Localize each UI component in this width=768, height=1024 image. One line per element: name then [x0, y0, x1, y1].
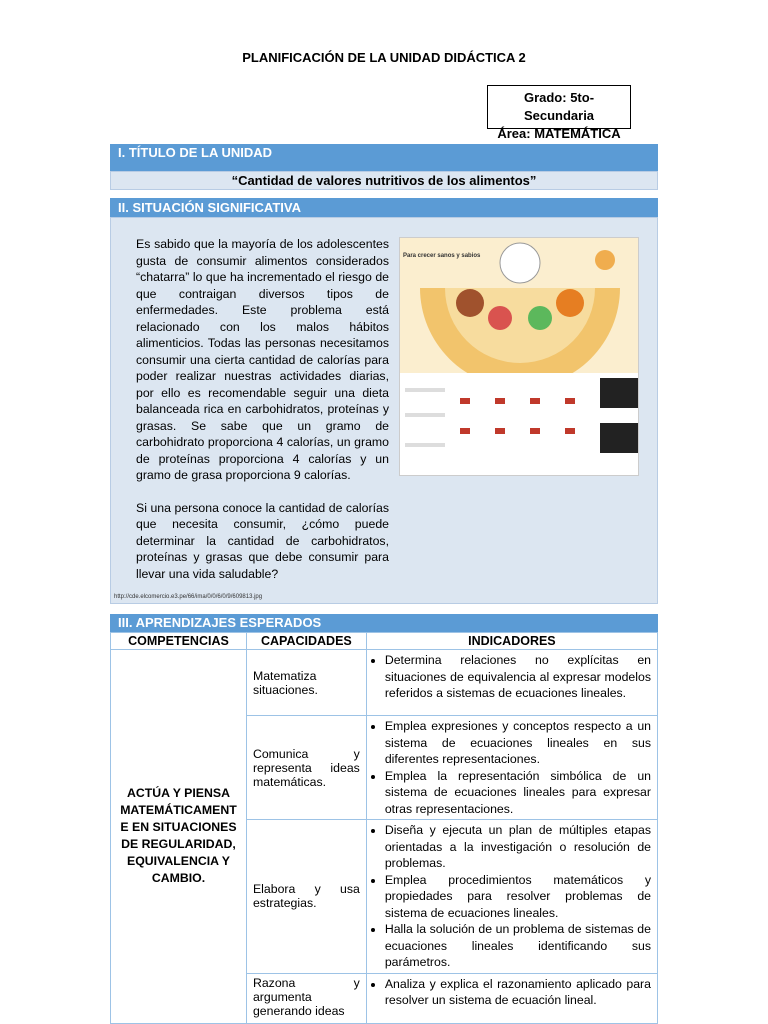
unit-title: “Cantidad de valores nutritivos de los alimentos” — [110, 171, 658, 190]
situation-paragraph-1: Es sabido que la mayoría de los adolescentes gusta de consumir alimentos considerados “chatarra” lo que ha incrementado el riesgo de que contraigan diversos tipos de enfermedades. Este problema está relacionado con los malos hábitos alimenticios. Todas las personas necesitamos consumir una cierta cantidad de calorías para poder realizar nuestras actividades diarias, por ello es recomendable seguir una dieta balanceada rica en carbohidratos, proteínas y grasas. Se sabe que un gramo de carbohidrato proporciona 4 calorías, un gramo de proteínas proporciona 4 calorías y un gramo de grasa proporciona 9 calorías. — [136, 237, 389, 482]
indicadores-cell — [366, 716, 657, 820]
indicator-item: • Emplea la representación simbólica de un sistema de ecuaciones lineales para expresar otras representaciones. — [385, 768, 651, 818]
table-row — [111, 650, 658, 716]
document-title: PLANIFICACIÓN DE LA UNIDAD DIDÁCTICA 2 — [242, 50, 526, 65]
sections-flow — [110, 198, 658, 1024]
situation-text — [136, 236, 389, 582]
section2-header: II. SITUACIÓN SIGNIFICATIVA — [110, 198, 658, 217]
learning-table — [110, 632, 658, 1024]
infographic-graphic — [400, 238, 639, 476]
indicadores-cell — [366, 650, 657, 716]
table-header-row — [111, 633, 658, 650]
capacidad-cell: Razona y argumenta generando ideas — [246, 973, 366, 1023]
column-header: INDICADORES — [366, 633, 657, 650]
indicator-item: • Halla la solución de un problema de sistemas de ecuaciones lineales identificando sus parámetros. — [385, 921, 651, 971]
section3-header: III. APRENDIZAJES ESPERADOS — [110, 614, 658, 632]
indicator-item: • Diseña y ejecuta un plan de múltiples etapas orientadas a la investigación o resolución de problemas. — [385, 822, 651, 872]
indicator-item: • Emplea procedimientos matemáticos y propiedades para resolver problemas de sistema de ecuaciones lineales. — [385, 872, 651, 922]
indicadores-cell — [366, 820, 657, 974]
situation-paragraph-2: Si una persona conoce la cantidad de calorías que necesita consumir, ¿cómo puede determinar la cantidad de carbohidratos, proteínas y grasas que debe consumir para llevar una vida saludable? — [136, 500, 389, 581]
capacidad-cell: Comunica y representa ideas matemáticas. — [246, 716, 366, 820]
image-source-link[interactable]: http://cde.elcomercio.e3.pe/66/ima/0/0/6/0/9/609813.jpg — [114, 594, 263, 600]
indicadores-cell — [366, 973, 657, 1023]
nutrition-infographic-image — [399, 237, 639, 476]
section-spacer — [110, 604, 658, 614]
area-label: Área: MATEMÁTICA — [497, 126, 621, 141]
section1-header: I. TÍTULO DE LA UNIDAD — [110, 144, 658, 171]
svg-text:Para crecer sanos y sabios: Para crecer sanos y sabios — [403, 253, 481, 259]
situation-content — [111, 218, 657, 586]
grade-area-box — [487, 85, 631, 141]
section2-body — [110, 217, 658, 604]
indicator-item: • Analiza y explica el razonamiento aplicado para resolver un sistema de ecuación lineal. — [385, 976, 651, 1009]
capacidad-cell: Elabora y usa estrategias. — [246, 820, 366, 974]
column-header: COMPETENCIAS — [111, 633, 247, 650]
indicator-item: • Determina relaciones no explícitas en situaciones de equivalencia al expresar modelos referidos a sistemas de ecuaciones lineales. — [385, 652, 651, 702]
column-header: CAPACIDADES — [246, 633, 366, 650]
competencia-cell: ACTÚA Y PIENSA MATEMÁTICAMENT E EN SITUACIONES DE REGULARIDAD, EQUIVALENCIA Y CAMBIO. — [111, 650, 247, 1024]
indicator-item: • Emplea expresiones y conceptos respecto a un sistema de ecuaciones lineales en sus diferentes representaciones. — [385, 718, 651, 768]
capacidad-cell: Matematiza situaciones. — [246, 650, 366, 716]
grade-label: Grado: 5to- Secundaria — [523, 90, 595, 123]
